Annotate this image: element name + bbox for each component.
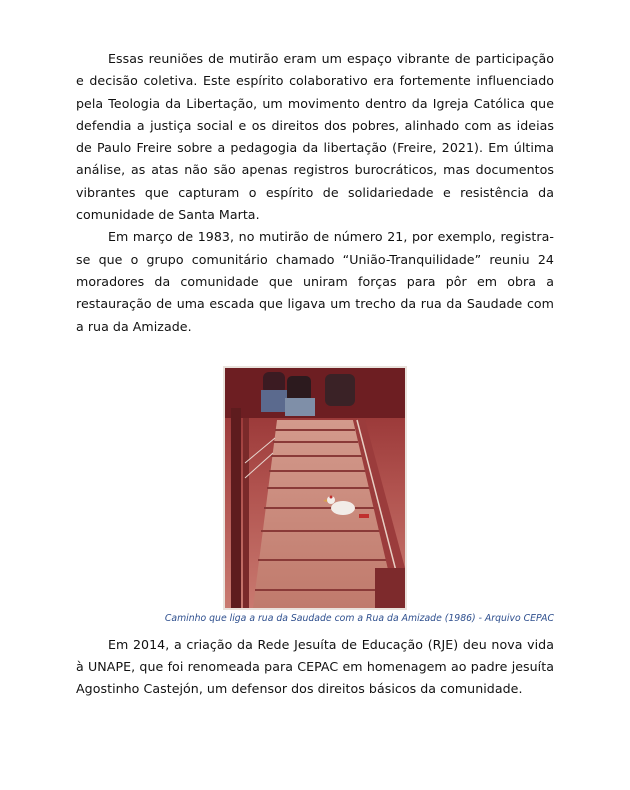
paragraph-mutirao-reunioes: Essas reuniões de mutirão eram um espaço vibrante de participação e decisão coletiva. Este espírito colaborativo era fortemente influenciado pela Teologia da Libertação, um movimento dentro da Igreja Católica que defendia a justiça social e os direitos dos pobres, alinhado com as ideias de Paulo Freire sobre a pedagogia da libertação (Freire, 2021). Em última análise, as atas não são apenas registros burocráticos, mas documentos vibrantes que capturam o espírito de solidariedade e resistência da comunidade de Santa Marta. xyxy=(76,51,554,223)
paragraph-2014-rje: Em 2014, a criação da Rede Jesuíta de Educação (RJE) deu nova vida à UNAPE, que foi renomeada para CEPAC em homenagem ao padre jesuíta Agostinho Castejón, um defensor dos direitos básicos da comunidade. xyxy=(76,636,554,697)
document-page xyxy=(76,48,554,701)
paragraph-marco-1983: Em março de 1983, no mutirão de número 21, por exemplo, registra-se que o grupo comunitário chamado “União-Tranquilidade” reuniu 24 moradores da comunidade que uniram forças para pôr em obra a restauração de uma escada que ligava um trecho da rua da Saudade com a rua da Amizade. xyxy=(76,229,554,334)
staircase-photo xyxy=(223,366,407,610)
staircase-photo-image xyxy=(225,368,405,608)
figure-caption: Caminho que liga a rua da Saudade com a Rua da Amizade (1986) - Arquivo CEPAC xyxy=(164,612,554,624)
figure xyxy=(76,366,554,624)
